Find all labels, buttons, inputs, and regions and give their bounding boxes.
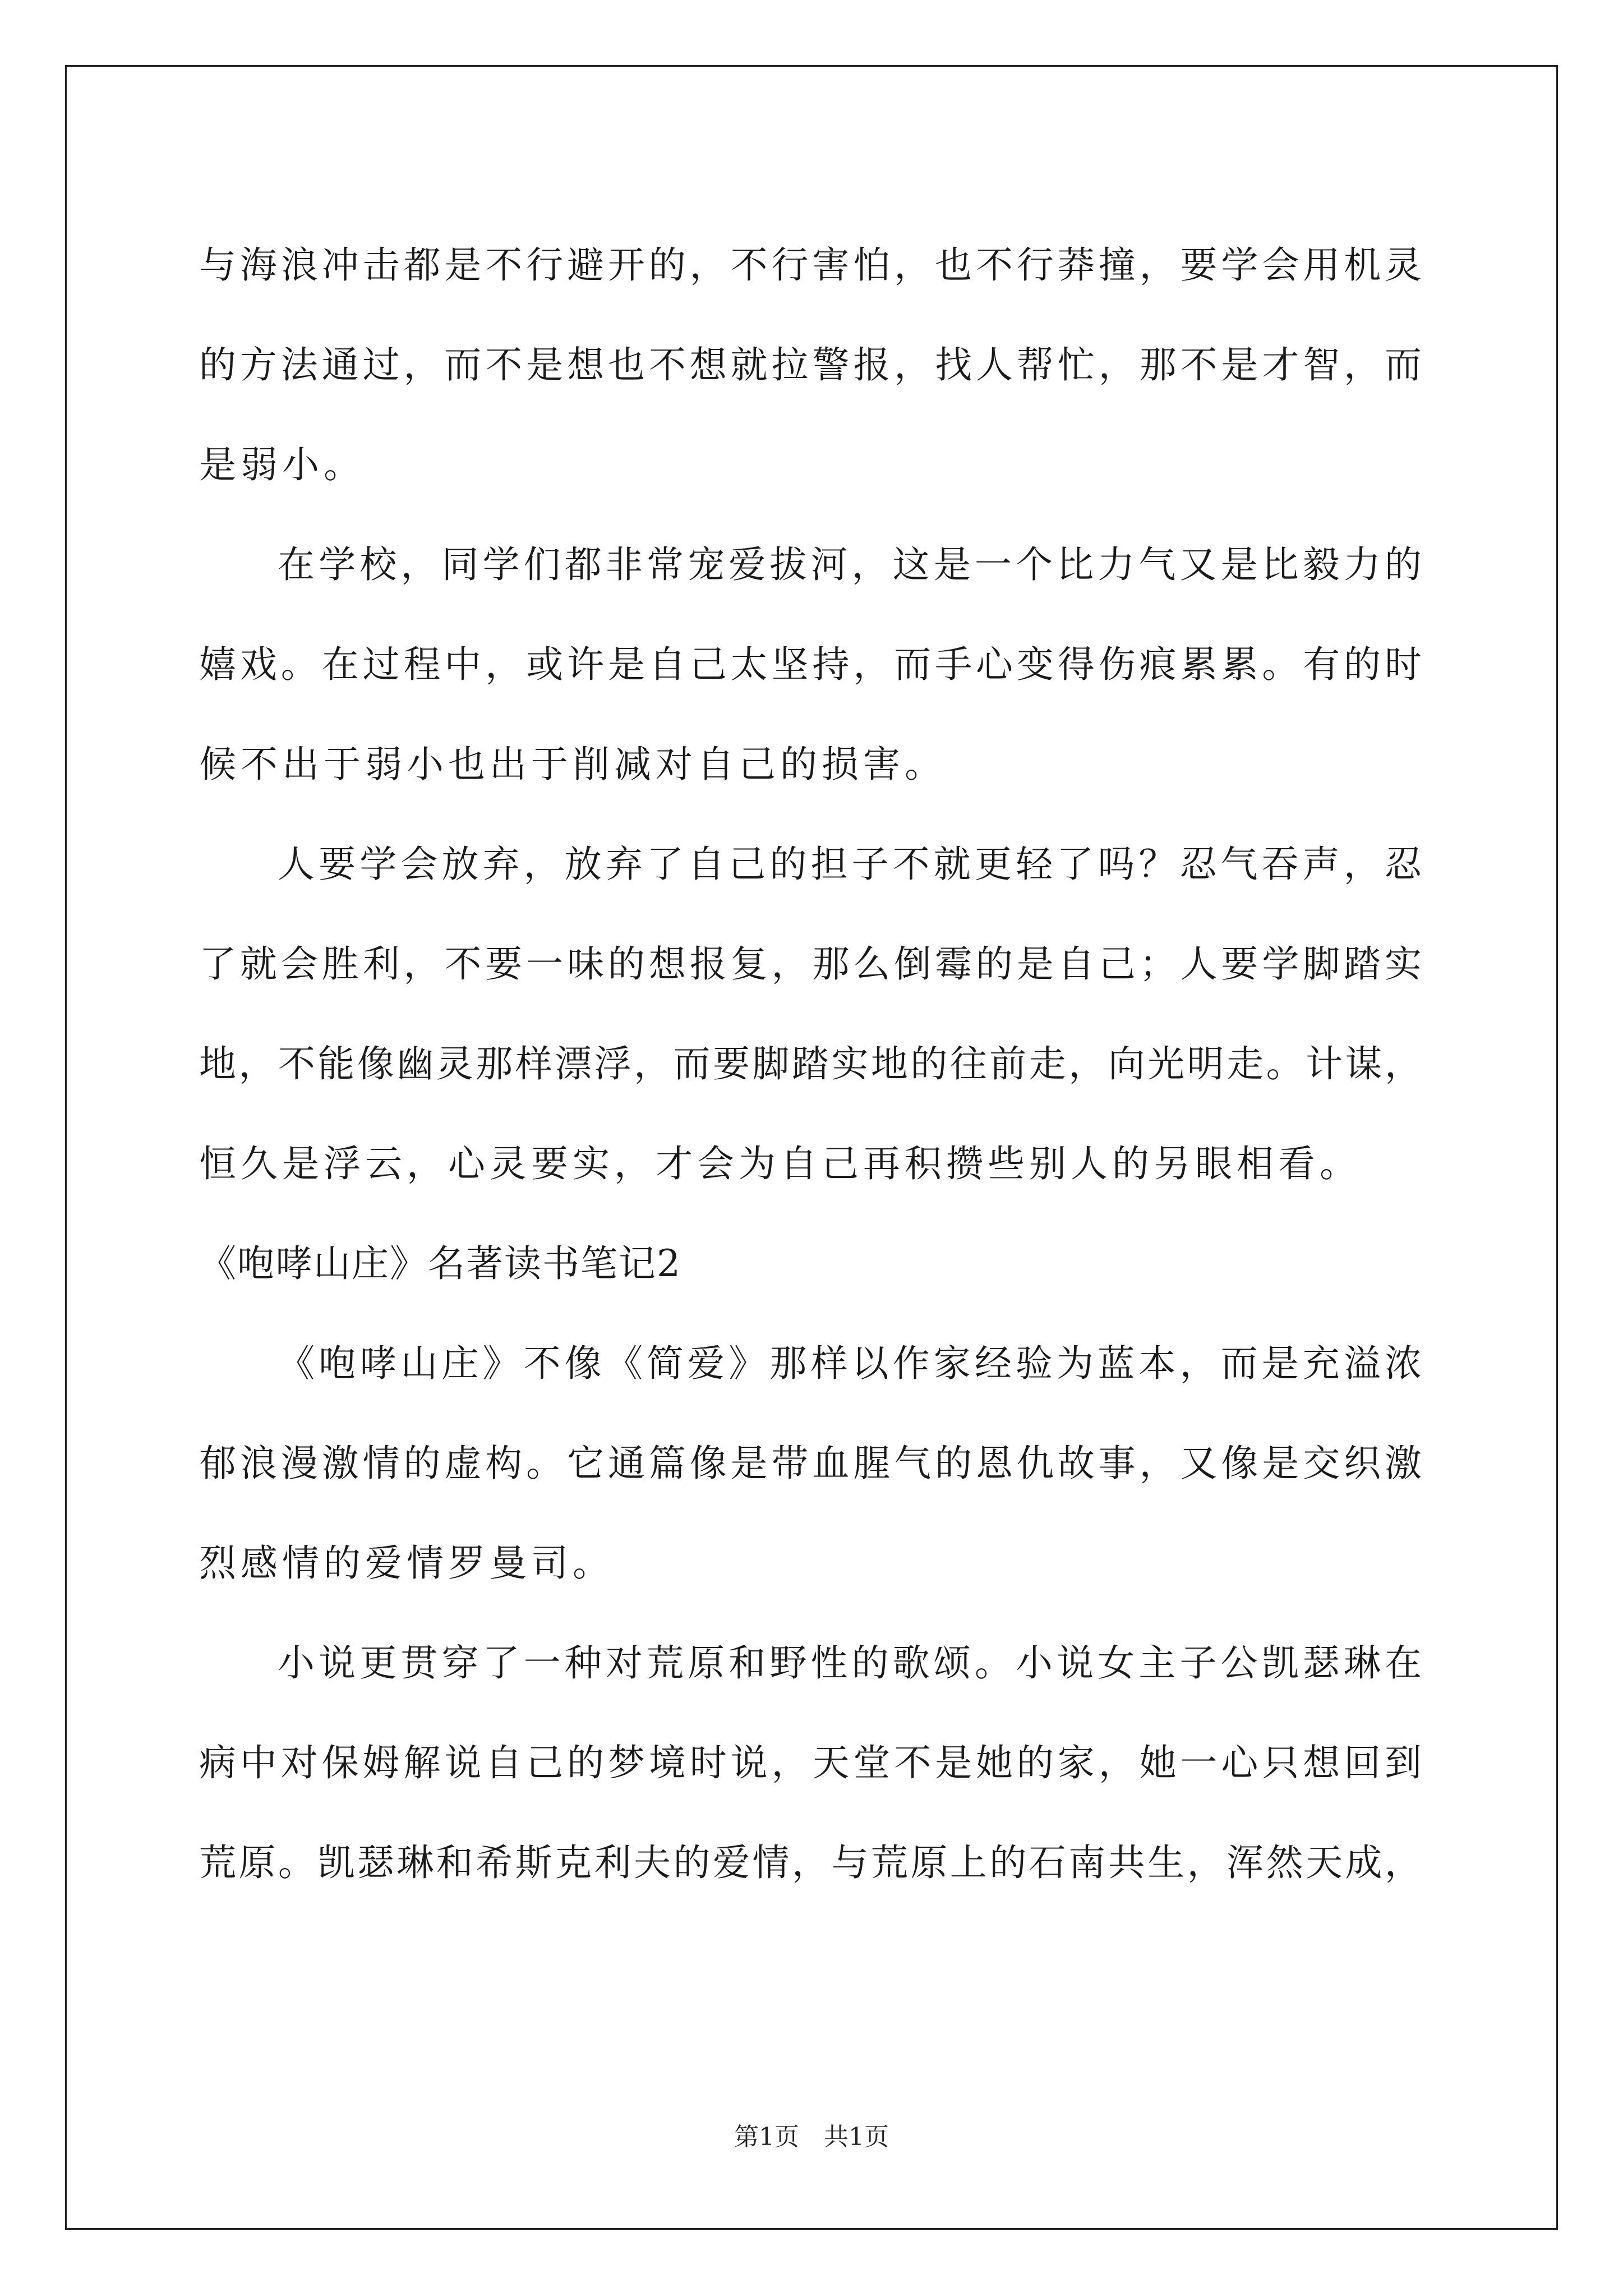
text-line: 荒原。凯瑟琳和希斯克利夫的爱情，与荒原上的石南共生，浑然天成，: [199, 1841, 1422, 1884]
text-line: 候不出于弱小也出于削减对自己的损害。: [199, 743, 946, 786]
text-line: 在学校，同学们都非常宠爱拔河，这是一个比力气又是比毅力的: [278, 543, 1422, 586]
text-line: 病中对保姆解说自己的梦境时说，天堂不是她的家，她一心只想回到: [199, 1741, 1422, 1784]
text-line: 嬉戏。在过程中，或许是自己太坚持，而手心变得伤痕累累。有的时: [199, 643, 1422, 686]
page-footer: 第1页 共1页: [734, 2123, 889, 2151]
text-line: 恒久是浮云，心灵要实，才会为自己再积攒些别人的另眼相看。: [199, 1142, 1361, 1185]
text-line: 是弱小。: [199, 443, 365, 486]
text-line: 了就会胜利，不要一味的想报复，那么倒霉的是自己；人要学脚踏实: [199, 942, 1422, 986]
document-body: [199, 215, 1422, 1913]
section-heading: 《咆哮山庄》名著读书笔记2: [199, 1242, 681, 1285]
text-line: 烈感情的爱情罗曼司。: [199, 1542, 614, 1585]
text-line: 《咆哮山庄》不像《简爱》那样以作家经验为蓝本，而是充溢浓: [278, 1342, 1422, 1385]
text-line: 郁浪漫激情的虚构。它通篇像是带血腥气的恩仇故事，又像是交织激: [199, 1442, 1422, 1485]
text-line: 的方法通过，而不是想也不想就拉警报，找人帮忙，那不是才智，而: [199, 343, 1422, 386]
text-line: 小说更贯穿了一种对荒原和野性的歌颂。小说女主子公凯瑟琳在: [278, 1641, 1422, 1685]
text-line: 与海浪冲击都是不行避开的，不行害怕，也不行莽撞，要学会用机灵: [199, 243, 1422, 287]
text-line: 人要学会放弃，放弃了自己的担子不就更轻了吗？忍气吞声，忍: [278, 843, 1422, 886]
text-line: 地，不能像幽灵那样漂浮，而要脚踏实地的往前走，向光明走。计谋，: [199, 1042, 1422, 1085]
